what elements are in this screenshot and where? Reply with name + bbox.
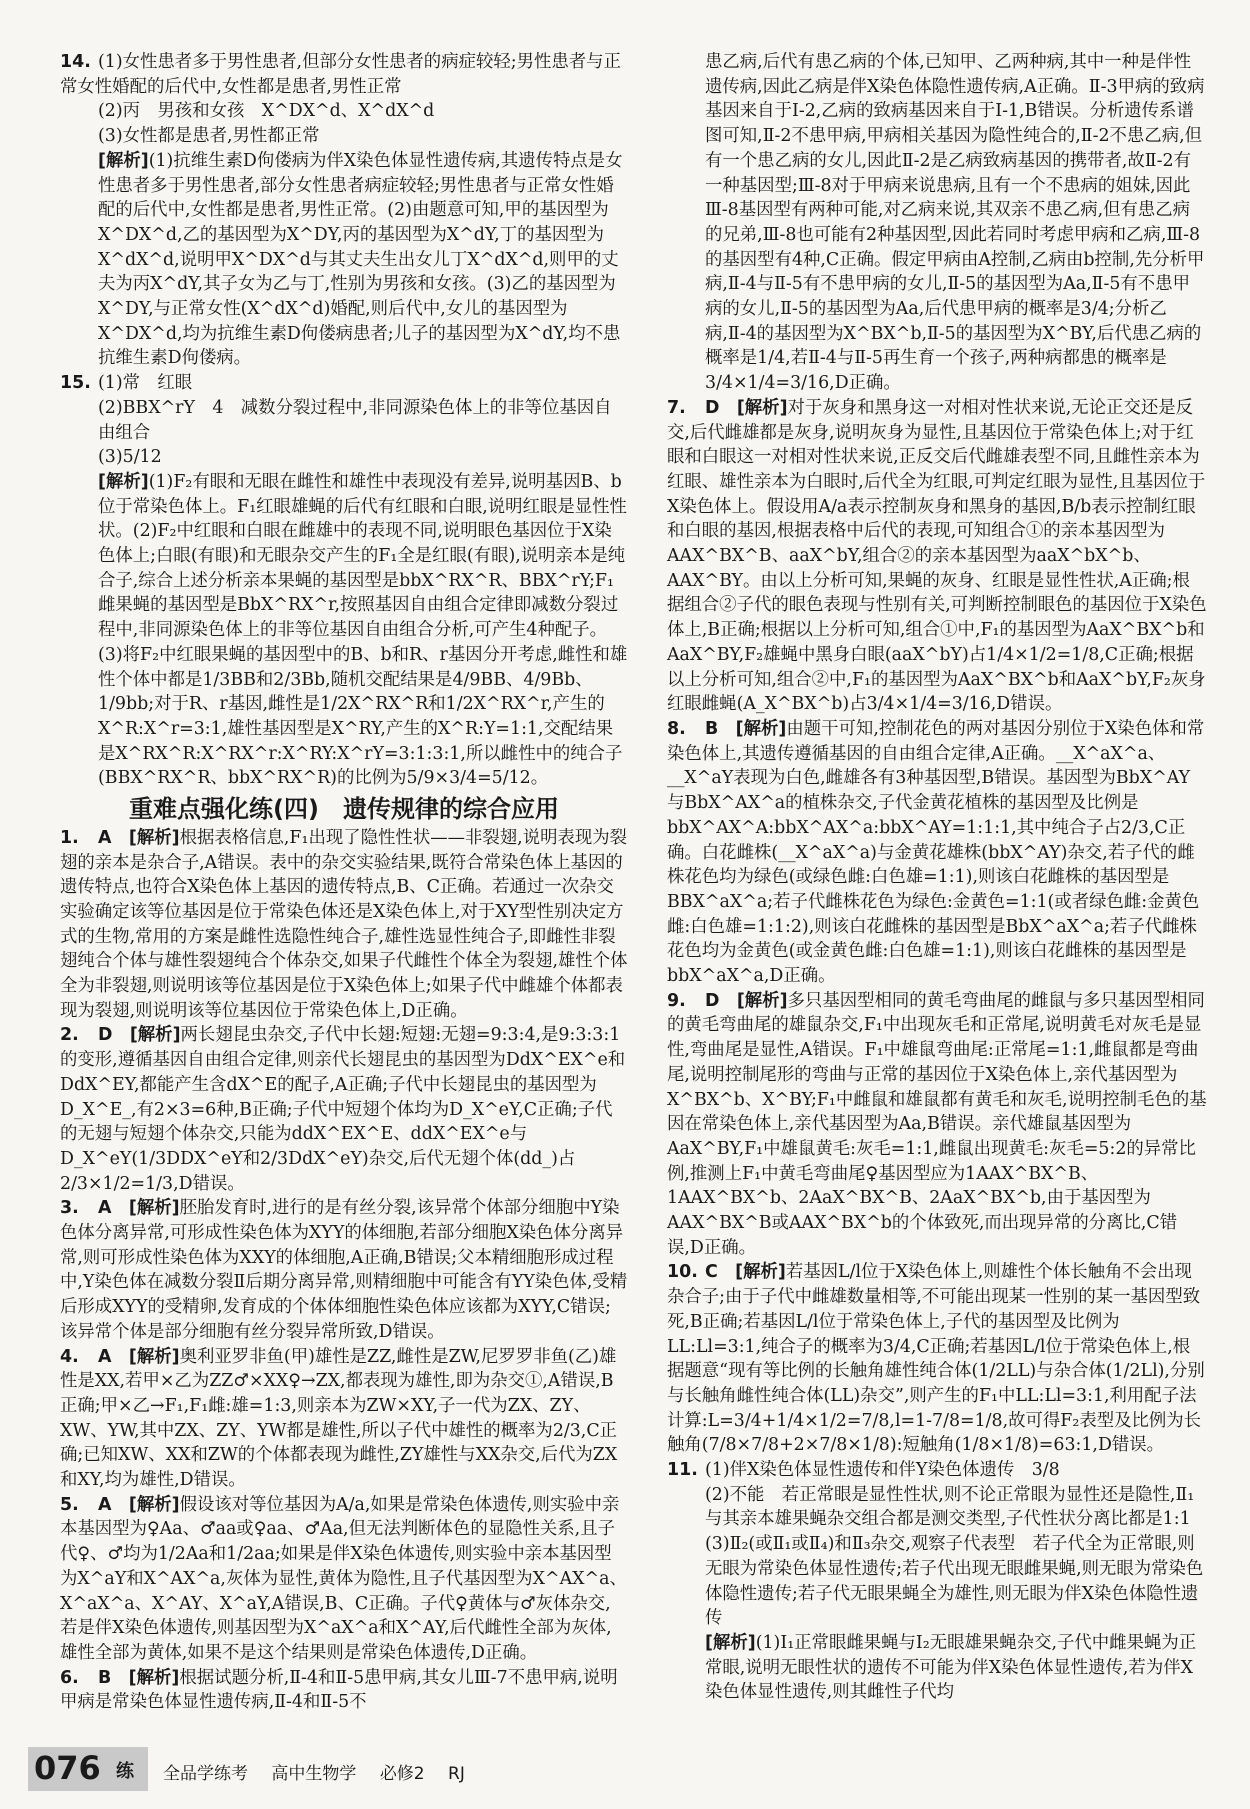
analysis-text: 若基因L/l位于X染色体上,则雄性个体长触角不会出现杂合子;由于子代中雌雄数量相等,不可能出现某一性别的某一基因型致死,B正确;若基因L/l位于常染色体上,子代的基因型及比例为LL:Ll=3:1,纯合子的概率为3/4,C正确;若基因L/l位于常染色体上,根据题意“现有等比例的长触角雄性纯合体(1/2LL)与杂合体(1/2Ll),分别与长触角雌性纯合体(LL)杂交”,则产生的F₁中LL:Ll=3:1,利用配子法计算:L=3/4+1/4×1/2=7/8,l=1-7/8=1/8,故可得F₂表型及比例为长触角(7/8×7/8+2×7/8×1/8):短触角(1/8×1/8)=63:1,D错误。 <box>667 1262 1205 1456</box>
answer-line-2: (2)BBX^rY 4 减数分裂过程中,非同源染色体上的非等位基因自由组合 <box>98 397 612 443</box>
question-11 <box>667 1458 1207 1705</box>
answer-line-3: (3)5/12 <box>98 447 162 468</box>
question-number: 4. <box>60 1346 79 1367</box>
answer-item <box>60 1196 628 1344</box>
footer-brand: 全品学练考 <box>163 1764 248 1784</box>
page-footer <box>28 1747 1218 1787</box>
analysis-label: [解析] <box>705 1633 756 1653</box>
analysis-label: [解析] <box>128 1667 180 1688</box>
practice-label: 练 <box>116 1761 134 1782</box>
analysis-label: [解析] <box>735 718 787 739</box>
analysis-label: [解析] <box>736 397 788 418</box>
answer-item <box>667 396 1207 717</box>
analysis-text: 奥利亚罗非鱼(甲)雄性是ZZ,雌性是ZW,尼罗罗非鱼(乙)雄性是XX,若甲×乙为ZZ♂×XX♀→ZX,都表现为雄性,即为杂交①,A错误,B正确;甲×乙→F₁,F₁雌:雄=1:3,则亲本为ZW×XY,子一代为ZX、ZY、XW、YW,其中ZX、ZY、YW都是雄性,所以子代中雄性的概率为2/3,C正确;已知XW、XX和ZW的个体都表现为雌性,ZY雄性与XX杂交,后代为ZX和XY,均为雄性,D错误。 <box>60 1346 618 1491</box>
question-number: 1. <box>60 827 79 848</box>
analysis-label: [解析] <box>735 1262 786 1283</box>
analysis-text: 根据表格信息,F₁出现了隐性性状——非裂翅,说明表现为裂翅的亲本是杂合子,A错误。表中的杂交实验结果,既符合常染色体上基因的遗传特点,也符合X染色体上基因的遗传特点,B、C正确。若通过一次杂交实验确定该等位基因是位于常染色体还是X染色体上,对于XY型性别决定方式的生物,常用的方案是雌性选隐性纯合子,雄性选显性纯合子,即雌性非裂翅纯合个体与雄性裂翅纯合个体杂交,如果子代雌性个体全为裂翅,雄性个体全为非裂翅,则说明该等位基因是位于X染色体上;如果子代中雌雄个体都表现为裂翅,则说明该等位基因位于常染色体上,D正确。 <box>60 827 628 1021</box>
question-number: 3. <box>60 1198 79 1219</box>
question-number: 10. <box>667 1262 698 1283</box>
answer-line-2: (2)丙 男孩和女孩 X^DX^d、X^dX^d <box>98 101 435 122</box>
section-title: 重难点强化练(四) 遗传规律的综合应用 <box>129 795 559 824</box>
analysis-label: [解析] <box>128 1494 180 1515</box>
analysis-text: (1)Ⅰ₁正常眼雌果蝇与Ⅰ₂无眼雄果蝇杂交,子代中雌果蝇为正常眼,说明无眼性状的遗传不可能为伴X染色体显性遗传,若为伴X染色体显性遗传,则其雌性子代均 <box>705 1633 1197 1703</box>
analysis-text: 由题干可知,控制花色的两对基因分别位于X染色体和常染色体上,其遗传遵循基因的自由组合定律,A正确。__X^aX^a、__X^aY表现为白色,雌雄各有3种基因型,B错误。基因型为BbX^AY与BbX^AX^a的植株杂交,子代金黄花植株的基因型及比例是bbX^AX^A:bbX^AX^a:bbX^AY=1:1:1,其中纯合子占2/3,C正确。白花雌株(__X^aX^a)与金黄花雄株(bbX^AY)杂交,若子代的雌株花色均为绿色(或绿色雌:白色雄=1:1),则该白花雌株的基因型是BBX^aX^a;若子代雌株花色为绿色:金黄色=1:1(或者绿色雌:金黄色雌:白色雄=1:1:2),则该白花雌株的基因型是BbX^aX^a;若子代雌株花色均为金黄色(或金黄色雌:白色雄=1:1),则该白花雌株的基因型是bbX^aX^a,D正确。 <box>667 718 1205 987</box>
answer-choice: A <box>98 1346 112 1367</box>
answer-item <box>60 826 628 1024</box>
answer-choice: C <box>705 1262 718 1283</box>
answer-line-3: (3)Ⅱ₂(或Ⅱ₁或Ⅱ₄)和Ⅱ₃杂交,观察子代表型 若子代全为正常眼,则无眼为常染色体显性遗传;若子代出现无眼雌果蝇,则无眼为常染色体隐性遗传;若子代无眼果蝇全为雄性,则无眼为伴X染色体隐性遗传 <box>705 1534 1204 1629</box>
answer-item <box>60 1345 628 1493</box>
analysis-text: (1)F₂有眼和无眼在雌性和雄性中表现没有差异,说明基因B、b位于常染色体上。F₁红眼雄蝇的后代有红眼和白眼,说明红眼是显性性状。(2)F₂中红眼和白眼在雌雄中的表现不同,说明眼色基因位于X染色体上;白眼(有眼)和无眼杂交产生的F₁全是红眼(有眼),说明亲本是纯合子,综合上述分析亲本果蝇的基因型是bbX^RX^R、BBX^rY;F₁雌果蝇的基因型是BbX^RX^r,按照基因自由组合定律即减数分裂过程中,非同源染色体上的非等位基因自由组合分析,可产生4种配子。(3)将F₂中红眼果蝇的基因型中的B、b和R、r基因分开考虑,雌性和雄性个体中都是1/3BB和2/3Bb,随机交配结果是4/9BB、4/9Bb、1/9bb;对于R、r基因,雌性是1/2X^RX^R和1/2X^RX^r,产生的X^R:X^r=3:1,雄性基因型是X^RY,产生的X^R:Y=1:1,交配结果是X^RX^R:X^RX^r:X^RY:X^rY=3:1:3:1,所以雌性中的纯合子(BBX^RX^R、bbX^RX^R)的比例为5/9×3/4=5/12。 <box>98 471 628 789</box>
answer-line-1: (1)伴X染色体显性遗传和伴Y染色体遗传 3/8 <box>705 1460 1060 1481</box>
answer-line-3: (3)女性都是患者,男性都正常 <box>98 126 320 147</box>
answer-choice: A <box>98 1198 112 1219</box>
analysis-text: 多只基因型相同的黄毛弯曲尾的雌鼠与多只基因型相同的黄毛弯曲尾的雄鼠杂交,F₁中出现灰毛和正常尾,说明黄毛对灰毛是显性,弯曲尾是显性,A错误。F₁中雄鼠弯曲尾:正常尾=1:1,雌鼠都是弯曲尾,说明控制尾形的弯曲与正常的基因位于X染色体上,亲代基因型为X^BX^b、X^BY;F₁中雌鼠和雄鼠都有黄毛和灰毛,说明控制毛色的基因在常染色体上,亲代基因型为Aa,B错误。亲代雄鼠基因型为AaX^BY,F₁中雄鼠黄毛:灰毛=1:1,雌鼠出现黄毛:灰毛=5:2的异常比例,推测上F₁中黄毛弯曲尾♀基因型应为1AAX^BX^B、1AAX^BX^b、2AaX^BX^B、2AaX^BX^b,由于基因型为AAX^BX^B或AAX^BX^b的个体致死,而出现异常的分离比,C错误,D正确。 <box>667 990 1207 1258</box>
right-column <box>667 50 1207 1705</box>
answer-item <box>667 989 1207 1261</box>
analysis-label: [解析] <box>128 1198 180 1219</box>
footer-subject: 高中生物学 <box>271 1764 357 1784</box>
question-number: 14. <box>60 52 91 72</box>
right-answer-list <box>667 396 1207 1458</box>
question-number: 9. <box>667 990 686 1011</box>
page-number: 076 <box>34 1749 101 1787</box>
answer-item <box>667 717 1207 989</box>
question-14 <box>60 50 628 371</box>
question-6-continued: 患乙病,后代有患乙病的个体,已知甲、乙两种病,其中一种是伴性遗传病,因此乙病是伴X染色体隐性遗传病,A正确。Ⅱ-3甲病的致病基因来自于Ⅰ-2,乙病的致病基因来自于Ⅰ-1,B错误。分析遗传系谱图可知,Ⅱ-2不患甲病,甲病相关基因为隐性纯合的,Ⅱ-2不患乙病,但有一个患乙病的女儿,因此Ⅱ-2是乙病致病基因的携带者,故Ⅱ-2有一种基因型;Ⅲ-8对于甲病来说患病,且有一个不患病的姐妹,因此Ⅲ-8基因型有两种可能,对乙病来说,其双亲不患乙病,但有患乙病的兄弟,Ⅲ-8也可能有2种基因型,因此若同时考虑甲病和乙病,Ⅲ-8的基因型有4种,C正确。假定甲病由A控制,乙病由b控制,先分析甲病,Ⅱ-4与Ⅱ-5有不患甲病的女儿,Ⅱ-5的基因型为Aa,Ⅱ-5有不患甲病的女儿,Ⅱ-5的基因型为Aa,后代患甲病的概率是3/4;分析乙病,Ⅱ-4的基因型为X^BX^b,Ⅱ-5的基因型为X^BY,后代患乙病的概率是1/4,若Ⅱ-4与Ⅱ-5再生育一个孩子,两种病都患的概率是3/4×1/4=3/16,D正确。 <box>705 52 1205 394</box>
analysis-text: 胚胎发育时,进行的是有丝分裂,该异常个体部分细胞中Y染色体分离异常,可形成性染色体为XYY的体细胞,若部分细胞X染色体分离异常,则可形成性染色体为XXY的体细胞,A正确,B错误;父本精细胞形成过程中,Y染色体在减数分裂Ⅱ后期分离异常,则精细胞中可能含有YY染色体,受精后形成XYY的受精卵,发育成的个体体细胞性染色体应该都为XYY,C错误;该异常个体是部分细胞有丝分裂异常所致,D错误。 <box>60 1198 628 1342</box>
question-number: 8. <box>667 718 686 739</box>
answer-choice: D <box>705 990 720 1011</box>
footer-edition: RJ <box>448 1764 465 1784</box>
answer-item <box>60 1666 628 1715</box>
analysis-label: [解析] <box>736 990 788 1011</box>
question-number: 2. <box>60 1025 79 1046</box>
question-15 <box>60 371 628 791</box>
answer-line-1: (1)常 红眼 <box>98 373 193 394</box>
question-number: 5. <box>60 1494 79 1515</box>
analysis-label: [解析] <box>128 827 180 848</box>
answer-line-2: (2)不能 若正常眼是显性性状,则不论正常眼为显性还是隐性,Ⅱ₁与其亲本雄果蝇杂交组合都是测交类型,子代性状分离比都是1:1 <box>705 1484 1195 1530</box>
analysis-text: 根据试题分析,Ⅱ-4和Ⅱ-5患甲病,其女儿Ⅲ-7不患甲病,说明甲病是常染色体显性遗传病,Ⅱ-4和Ⅱ-5不 <box>60 1667 618 1713</box>
footer-info <box>163 1759 483 1784</box>
answer-line-1: (1)女性患者多于男性患者,但部分女性患者的病症较轻;男性患者与正常女性婚配的后代中,女性都是患者,男性正常 <box>60 52 621 97</box>
answer-choice: D <box>98 1025 113 1046</box>
answer-choice: B <box>98 1667 112 1688</box>
left-answer-list <box>60 826 628 1715</box>
analysis-text: 假设该对等位基因为A/a,如果是常染色体遗传,则实验中亲本基因型为♀Aa、♂aa或♀aa、♂Aa,但无法判断体色的显隐性关系,且子代♀、♂均为1/2Aa和1/2aa;如果是伴X染色体遗传,则实验中亲本基因型为X^aY和X^AX^a,灰体为显性,黄体为隐性,且子代基因型为X^AX^a、X^aX^a、X^AY、X^aY,A错误,B、C正确。子代♀黄体与♂灰体杂交,若是伴X染色体遗传,则基因型为X^aX^a和X^AY,后代雌性全部为灰体,雄性全部为黄体,如果不是这个结果则是常染色体遗传,D正确。 <box>60 1494 627 1663</box>
question-number: 7. <box>667 397 686 418</box>
answer-choice: A <box>98 827 112 848</box>
question-number: 11. <box>667 1460 698 1481</box>
analysis-label: [解析] <box>128 1346 180 1367</box>
analysis-label: [解析] <box>129 1025 181 1046</box>
analysis-label: [解析] <box>98 150 149 171</box>
analysis-label: [解析] <box>98 471 149 492</box>
answer-choice: D <box>705 397 720 418</box>
question-number: 6. <box>60 1667 79 1688</box>
answer-choice: A <box>98 1494 112 1515</box>
question-number: 15. <box>60 373 91 394</box>
answer-item <box>60 1023 628 1196</box>
left-column <box>60 50 628 1715</box>
analysis-text: 两长翅昆虫杂交,子代中长翅:短翅:无翅=9:3:4,是9:3:3:1的变形,遵循基因自由组合定律,则亲代长翅昆虫的基因型为DdX^EX^e和DdX^EY,都能产生含dX^E的配子,A正确;子代中长翅昆虫的基因型为D_X^E_,有2×3=6种,B正确;子代中短翅个体均为D_X^eY,C正确;子代的无翅与短翅个体杂交,只能为ddX^EX^E、ddX^EX^e与D_X^eY(1/3DDX^eY和2/3DdX^eY)杂交,后代无翅个体(dd_)占2/3×1/2=1/3,D错误。 <box>60 1025 626 1194</box>
footer-book: 必修2 <box>379 1764 425 1784</box>
answer-item <box>60 1493 628 1666</box>
analysis-text: (1)抗维生素D佝偻病为伴X染色体显性遗传病,其遗传特点是女性患者多于男性患者,部分女性患者病症较轻;男性患者与正常女性婚配的后代中,女性都是患者,男性正常。(2)由题意可知,甲的基因型为X^DX^d,乙的基因型为X^DY,丙的基因型为X^dY,丁的基因型为X^dX^d,说明甲X^DX^d与其丈夫生出女儿丁X^dX^d,则甲的丈夫为丙X^dY,其子女为乙与丁,性别为男孩和女孩。(3)乙的基因型为X^DY,与正常女性(X^dX^d)婚配,则后代中,女儿的基因型为X^DX^d,均为抗维生素D佝偻病患者;儿子的基因型为X^dY,均不患抗维生素D佝偻病。 <box>98 150 623 369</box>
answer-choice: B <box>705 718 719 739</box>
answer-item <box>667 1260 1207 1458</box>
analysis-text: 对于灰身和黑身这一对相对性状来说,无论正交还是反交,后代雌雄都是灰身,说明灰身为显性,且基因位于常染色体上;对于红眼和白眼这一对相对性状来说,正反交后代雌雄表型不同,且雌性亲本为红眼、雄性亲本为白眼时,后代全为红眼,可判定红眼为显性,且基因位于X染色体上。假设用A/a表示控制灰身和黑身的基因,B/b表示控制红眼和白眼的基因,根据表格中后代的表现,可知组合①的亲本基因型为AAX^BX^B、aaX^bY,组合②的亲本基因型为aaX^bX^b、AAX^BY。由以上分析可知,果蝇的灰身、红眼是显性性状,A正确;根据组合②子代的眼色表现与性别有关,可判断控制眼色的基因位于X染色体上,B正确;根据以上分析可知,组合①中,F₁的基因型为AaX^BX^b和AaX^BY,F₂雄蝇中黑身白眼(aaX^bY)占1/4×1/2=1/8,C正确;根据以上分析可知,组合②中,F₁的基因型为AaX^BX^b和AaX^bY,F₂灰身红眼雌蝇(A_X^BX^b)占3/4×1/4=3/16,D错误。 <box>667 397 1207 715</box>
